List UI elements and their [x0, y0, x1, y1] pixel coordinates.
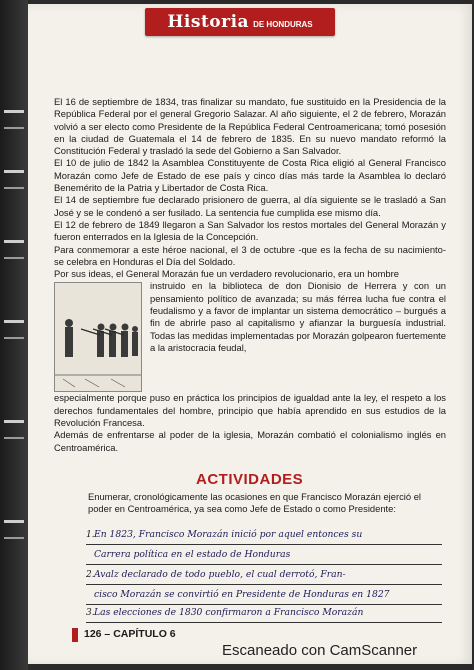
edge-mark [4, 110, 24, 129]
answer-number: 2. [86, 570, 95, 580]
handwritten-answer: En 1823, Francisco Morazán inició por aquel entonces su [94, 529, 363, 540]
page-footer: 126 – CAPÍTULO 6 [84, 628, 176, 640]
answer-number: 1. [86, 530, 95, 540]
footer-accent [72, 628, 78, 642]
answer-number: 3. [86, 608, 95, 618]
paragraph: El 10 de julio de 1842 la Asamblea Constituyente de Costa Rica eligió al General Francisco Morazán como Jefe de Estado de ese país y cinco días más tarde la Asamblea lo declaró Benemérito de la Patria y Libertador de Costa Rica. [54, 157, 446, 194]
edge-mark [4, 170, 24, 189]
scanner-watermark: Escaneado con CamScanner [222, 642, 418, 659]
edge-mark [4, 320, 24, 339]
scanner-edge [0, 0, 28, 670]
handwritten-answer: Las elecciones de 1830 confirmaron a Francisco Morazán [94, 607, 364, 618]
paragraph: Además de enfrentarse al poder de la iglesia, Morazán combatió el colonialismo inglés en Centroamérica. [54, 429, 446, 453]
edge-mark [4, 420, 24, 439]
header-subtitle: DE HONDURAS [253, 19, 313, 29]
activities-title: ACTIVIDADES [196, 471, 304, 488]
edge-mark [4, 520, 24, 539]
paragraph: El 14 de septiembre fue declarado prisionero de guerra, al día siguiente se le trasladó a San José y se le condenó a ser fusilado. La sentencia fue cumplida ese mismo día. [54, 194, 446, 218]
header-title: Historia [167, 12, 250, 32]
firing-squad-illustration [54, 282, 142, 392]
article-body [54, 96, 446, 454]
handwritten-answer: cisco Morazán se convirtió en Presidente de Honduras en 1827 [94, 589, 390, 600]
edge-mark [4, 240, 24, 259]
handwritten-answer: Carrera política en el estado de Honduras [94, 549, 291, 560]
book-header [145, 8, 335, 36]
activities-instructions: Enumerar, cronológicamente las ocasiones en que Francisco Morazán ejerció el poder en Centroamérica, ya sea como Jefe de Estado o como Presidente: [88, 491, 421, 515]
paragraph: El 12 de febrero de 1849 llegaron a San Salvador los restos mortales del General Morazán y fueron enterrados en la Iglesia de la Concepción. [54, 218, 446, 243]
handwritten-answer: Avalz declarado de todo pueblo, el cual derrotó, Fran- [94, 569, 346, 580]
paragraph: Por sus ideas, el General Morazán fue un verdadero revolucionario, era un hombre [54, 268, 399, 280]
paragraph: Para conmemorar a este héroe nacional, el 3 de octubre -que es la fecha de su nacimiento- se celebra en Honduras el Día del Soldado. [54, 243, 446, 267]
paragraph: instruido en la biblioteca de don Dionisio de Herrera y con un pensamiento político de avanzada; su más férrea lucha fue contra el feudalismo y a favor de implantar un sistema democrático – burgués a fin de abrirle paso al capitalismo y afianzar la burguesía industrial. Todas las medidas implementadas por Morazán golpearon fuertemente a la aristocracia feudal, [150, 280, 446, 353]
illustrated-section [54, 280, 446, 392]
paragraph: especialmente porque puso en práctica los principios de igualdad ante la ley, el respeto a los derechos fundamentales del hombre, principio que había aprendido en sus estudios de la Revolución Francesa. [54, 392, 446, 429]
paragraph: El 16 de septiembre de 1834, tras finalizar su mandato, fue sustituido en la Presidencia de la República Federal por el general Gregorio Salazar. Al año siguiente, el 2 de febrero, Morazán volvió a ser electo como Presidente de la República Federal Centroamericana; tomó posesión en la ciudad de Guatemala el 14 de febrero de 1835. En su nuevo mandato reformó la Constitución Federal y trasladó la sede del Gobierno a San Salvador. [54, 96, 446, 157]
